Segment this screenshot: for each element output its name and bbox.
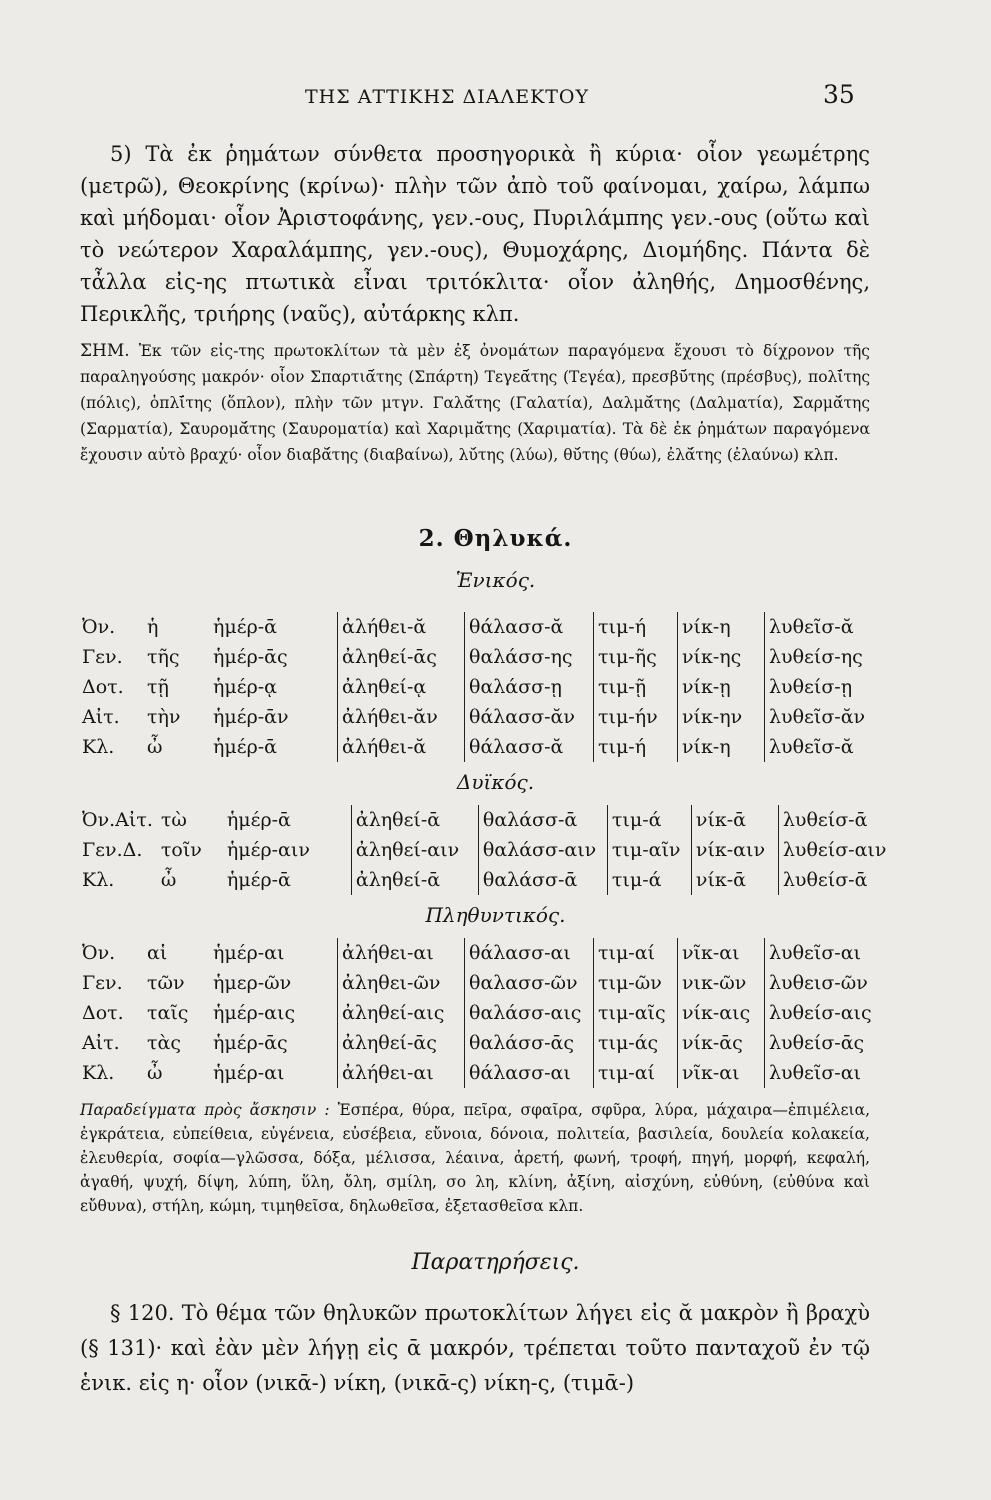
page-number: 35 (823, 80, 855, 109)
form-hemera: ἡμέρ-ᾱς (213, 646, 288, 668)
paragraph-text: Τὰ ἐκ ῥημάτων σύνθετα προσηγορικὰ ἢ κύρια· οἷον γεωμέτρης (μετρῶ), Θεοκρίνης (κρίνω)· πλὴν τῶν ἀπὸ τοῦ φαίνομαι, χαίρω, λάμπω καὶ μήδομαι· οἷον Ἀριστοφάνης, γεν.-ους, Πυριλάμπης γεν.-ους (οὕτω καὶ τὸ νεώτερον Χαραλάμπης, γεν.-ους), Θυμοχάρης, Διομήδης. Πάντα δὲ τἆλλα εἰς-ης πτωτικὰ εἶναι τριτόκλιτα· οἷον ἀληθής, Δημοσθένης, Περικλῆς, τριήρης (ναῦς), αὐτάρκης κλπ. (80, 142, 870, 326)
form-lytheisa: λυθείσ-ᾱ (778, 805, 890, 835)
case-label: Ὀν. (82, 616, 116, 638)
case-label: Γεν. (82, 972, 123, 994)
form-hemera: ἡμέρ-ᾳ (213, 676, 277, 698)
form-nike: νίκ-ῃ (678, 672, 765, 702)
article: τὴν (147, 706, 181, 728)
form-thalassa: θαλάσσ-ῃ (465, 672, 594, 702)
form-time: τιμ-αί (594, 1058, 678, 1088)
form-thalassa: θάλασσ-αι (465, 1058, 594, 1088)
dual-row (78, 805, 890, 835)
form-thalassa: θαλάσσ-ης (465, 642, 594, 672)
form-nike: νίκ-ᾱς (678, 1028, 765, 1058)
form-time: τιμ-ή (594, 732, 678, 762)
article: αἱ (147, 942, 168, 964)
form-lytheisa: λυθείσ-ᾱ (778, 865, 890, 895)
form-nike: νίκ-ης (678, 642, 765, 672)
singular-title: Ἑνικός. (455, 568, 536, 592)
paragraph-5 (80, 138, 870, 330)
form-thalassa: θάλασσ-ᾰ (465, 732, 594, 762)
form-thalassa: θάλασσ-ᾰ (465, 612, 594, 642)
remarks-title: Παρατηρήσεις. (411, 1250, 580, 1275)
form-thalassa: θαλασσ-ῶν (465, 968, 594, 998)
form-time: τιμ-ῇ (594, 672, 678, 702)
article: τῆς (147, 646, 180, 668)
page-header (0, 80, 991, 120)
form-nike: νίκ-ην (678, 702, 765, 732)
article: τῶν (147, 972, 185, 994)
form-lytheisa: λυθείσ-αιν (778, 835, 890, 865)
dual-row (78, 865, 890, 895)
form-hemera: ἡμέρ-ᾱ (213, 736, 277, 758)
form-hemera: ἡμέρ-αις (213, 1002, 296, 1024)
dual-row (78, 835, 890, 865)
article: τοῖν (160, 839, 202, 861)
case-label: Αἰτ. (82, 1032, 120, 1054)
form-aletheia: ἀληθεί-αις (338, 998, 465, 1028)
paragraph-number: 5) (110, 142, 132, 166)
section-heading: 2. Θηλυκά. (418, 525, 573, 552)
form-lytheisa: λυθείσ-αις (765, 998, 876, 1028)
plural-row (78, 998, 876, 1028)
plural-title: Πληθυντικός. (425, 903, 566, 927)
form-nike: νίκ-ᾱ (691, 865, 778, 895)
case-label: Ὀν. (82, 942, 116, 964)
form-time: τιμ-ή (594, 612, 678, 642)
form-aletheia: ἀλήθει-αι (338, 938, 465, 968)
form-thalassa: θαλάσσ-ᾱ (478, 805, 607, 835)
case-label: Δοτ. (82, 676, 124, 698)
plural-row (78, 1028, 876, 1058)
form-hemera: ἡμέρ-αι (213, 1062, 285, 1084)
plural-row (78, 938, 876, 968)
form-time: τιμ-ῆς (594, 642, 678, 672)
form-hemera: ἡμέρ-ᾱν (213, 706, 289, 728)
form-thalassa: θάλασσ-ᾰν (465, 702, 594, 732)
form-time: τιμ-ά (607, 865, 691, 895)
form-hemera: ἡμερ-ῶν (213, 972, 292, 994)
form-time: τιμ-ά (607, 805, 691, 835)
case-label: Δοτ. (82, 1002, 124, 1024)
form-hemera: ἡμέρ-ᾱς (213, 1032, 288, 1054)
form-hemera: ἡμέρ-αι (213, 942, 285, 964)
form-lytheisa: λυθεισ-ῶν (765, 968, 876, 998)
case-label: Γεν. (82, 646, 123, 668)
form-aletheia: ἀληθεί-ᾱ (351, 865, 478, 895)
case-label: Κλ. (82, 1062, 115, 1084)
form-aletheia: ἀληθεί-αιν (351, 835, 478, 865)
form-lytheisa: λυθείσ-ης (765, 642, 874, 672)
exercise-label: Παραδείγματα πρὸς ἄσκησιν : (80, 1101, 330, 1119)
form-lytheisa: λυθείσ-ᾱς (765, 1028, 876, 1058)
plural-row (78, 1058, 876, 1088)
form-lytheisa: λυθεῖσ-ᾰ (765, 612, 874, 642)
form-aletheia: ἀλήθει-ᾰ (338, 612, 465, 642)
note-block (80, 338, 870, 468)
singular-table (78, 612, 873, 762)
case-label: Ὀν.Αἰτ. (82, 809, 153, 831)
form-time: τιμ-ῶν (594, 968, 678, 998)
article: ὦ (147, 1062, 163, 1084)
form-thalassa: θάλασσ-αι (465, 938, 594, 968)
singular-row (78, 702, 873, 732)
case-label: Κλ. (82, 869, 115, 891)
form-aletheia: ἀληθεί-ᾳ (338, 672, 465, 702)
article: τὼ (160, 809, 187, 831)
form-aletheia: ἀληθει-ῶν (338, 968, 465, 998)
form-lytheisa: λυθείσ-ῃ (765, 672, 874, 702)
singular-row (78, 612, 873, 642)
remarks-text: § 120. Τὸ θέμα τῶν θηλυκῶν πρωτοκλίτων λήγει εἰς ᾰ μακρὸν ἢ βραχὺ (§ 131)· καὶ ἐὰν μὲν λήγῃ εἰς ᾱ μακρόν, τρέπεται τοῦτο πανταχοῦ ἐν τῷ ἑνικ. εἰς η· οἷον (νικᾱ-) νίκη, (νικᾱ-ς) νίκη-ς, (τιμᾱ-) (80, 1301, 870, 1395)
form-lytheisa: λυθεῖσ-αι (765, 938, 876, 968)
remarks-paragraph (80, 1296, 870, 1401)
singular-row (78, 732, 873, 762)
form-lytheisa: λυθεῖσ-αι (765, 1058, 876, 1088)
form-time: τιμ-ήν (594, 702, 678, 732)
form-aletheia: ἀλήθει-ᾰν (338, 702, 465, 732)
case-label: Γεν.Δ. (82, 839, 143, 861)
form-thalassa: θαλάσσ-ᾱς (465, 1028, 594, 1058)
form-nike: νικ-ῶν (678, 968, 765, 998)
form-aletheia: ἀληθεί-ᾱ (351, 805, 478, 835)
article: ἡ (147, 616, 159, 638)
form-lytheisa: λυθεῖσ-ᾰ (765, 732, 874, 762)
form-nike: νῖκ-αι (678, 938, 765, 968)
form-hemera: ἡμέρ-ᾱ (226, 809, 291, 831)
form-aletheia: ἀλήθει-ᾰ (338, 732, 465, 762)
exercise-text: Ἑσπέρα, θύρα, πεῖρα, σφαῖρα, σφῦρα, λύρα, μάχαιρα—ἐπιμέλεια, ἐγκράτεια, εὐπείθεια, εὐγένεια, εὐσέβεια, εὔνοια, δόνοια, πολιτεία, βασιλεία, δουλεία κολακεία, ἐλευθερία, σοφία—γλῶσσα, δόξα, μέλισσα, λέαινα, ἀρετή, φωνή, τροφή, πηγή, μορφή, κεφαλή, ἀγαθή, ψυχή, δίψη, λύπη, ὕλη, ὄλη, σμίλη, σο λη, κλίνη, ἀξίνη, αἰσχύνη, εὐθύνη, (εὐθύνα καὶ εὔθυνα), στήλη, κώμη, τιμηθεῖσα, δηλωθεῖσα, ἐξετασθεῖσα κλπ. (80, 1101, 871, 1215)
note-text: Ἐκ τῶν εἰς-της πρωτοκλίτων τὰ μὲν ἐξ ὀνομάτων παραγόμενα ἔχουσι τὸ δίχρονον τῆς παραληγούσης μακρόν· οἷον Σπαρτιᾱ́της (Σπάρτη) Τεγεᾱ́της (Τεγέα), πρεσβῡ́της (πρέσβυς), πολῑ́της (πόλις), ὁπλῑ́της (ὅπλον), πλὴν τῶν μτγν. Γαλᾰ́της (Γαλατία), Δαλμᾰ́της (Δαλματία), Σαρμᾰ́της (Σαρματία), Σαυρομᾰ́της (Σαυροματία) καὶ Χαριμᾰ́της (Χαριματία). Τὰ δὲ ἐκ ῥημάτων παραγόμενα ἔχουσιν αὐτὸ βραχύ· οἷον διαβᾰ́της (διαβαίνω), λῠ́της (λύω), θῠ́της (θύω), ἐλᾰ́της (ἐλαύνω) κλπ. (80, 342, 870, 464)
form-time: τιμ-άς (594, 1028, 678, 1058)
article: τῇ (147, 676, 169, 698)
form-time: τιμ-αῖς (594, 998, 678, 1028)
form-nike: νῖκ-αι (678, 1058, 765, 1088)
form-nike: νίκ-η (678, 732, 765, 762)
singular-row (78, 672, 873, 702)
form-nike: νίκ-αις (678, 998, 765, 1028)
form-hemera: ἡμέρ-ᾱ (226, 869, 291, 891)
form-aletheia: ἀλήθει-αι (338, 1058, 465, 1088)
form-nike: νίκ-ᾱ (691, 805, 778, 835)
running-title: ΤΗΣ ΑΤΤΙΚΗΣ ΔΙΑΛΕΚΤΟΥ (305, 86, 590, 108)
singular-row (78, 642, 873, 672)
plural-row (78, 968, 876, 998)
article: τὰς (147, 1032, 181, 1054)
article: ὦ (147, 736, 163, 758)
note-label: ΣΗΜ. (80, 341, 130, 361)
dual-title: Δυϊκός. (456, 770, 535, 794)
exercise-block (80, 1098, 870, 1218)
dual-table (78, 805, 890, 895)
plural-table (78, 938, 876, 1088)
form-lytheisa: λυθεῖσ-ᾰν (765, 702, 874, 732)
form-thalassa: θαλάσσ-ᾱ (478, 865, 607, 895)
form-time: τιμ-αῖν (607, 835, 691, 865)
form-time: τιμ-αί (594, 938, 678, 968)
article: ὦ (160, 869, 177, 891)
form-thalassa: θαλάσσ-αιν (478, 835, 607, 865)
case-label: Αἰτ. (82, 706, 120, 728)
case-label: Κλ. (82, 736, 115, 758)
form-thalassa: θαλάσσ-αις (465, 998, 594, 1028)
article: ταῖς (147, 1002, 189, 1024)
form-nike: νίκ-η (678, 612, 765, 642)
form-aletheia: ἀληθεί-ᾱς (338, 642, 465, 672)
form-hemera: ἡμέρ-ᾱ (213, 616, 277, 638)
form-hemera: ἡμέρ-αιν (226, 839, 310, 861)
form-aletheia: ἀληθεί-ᾱς (338, 1028, 465, 1058)
form-nike: νίκ-αιν (691, 835, 778, 865)
